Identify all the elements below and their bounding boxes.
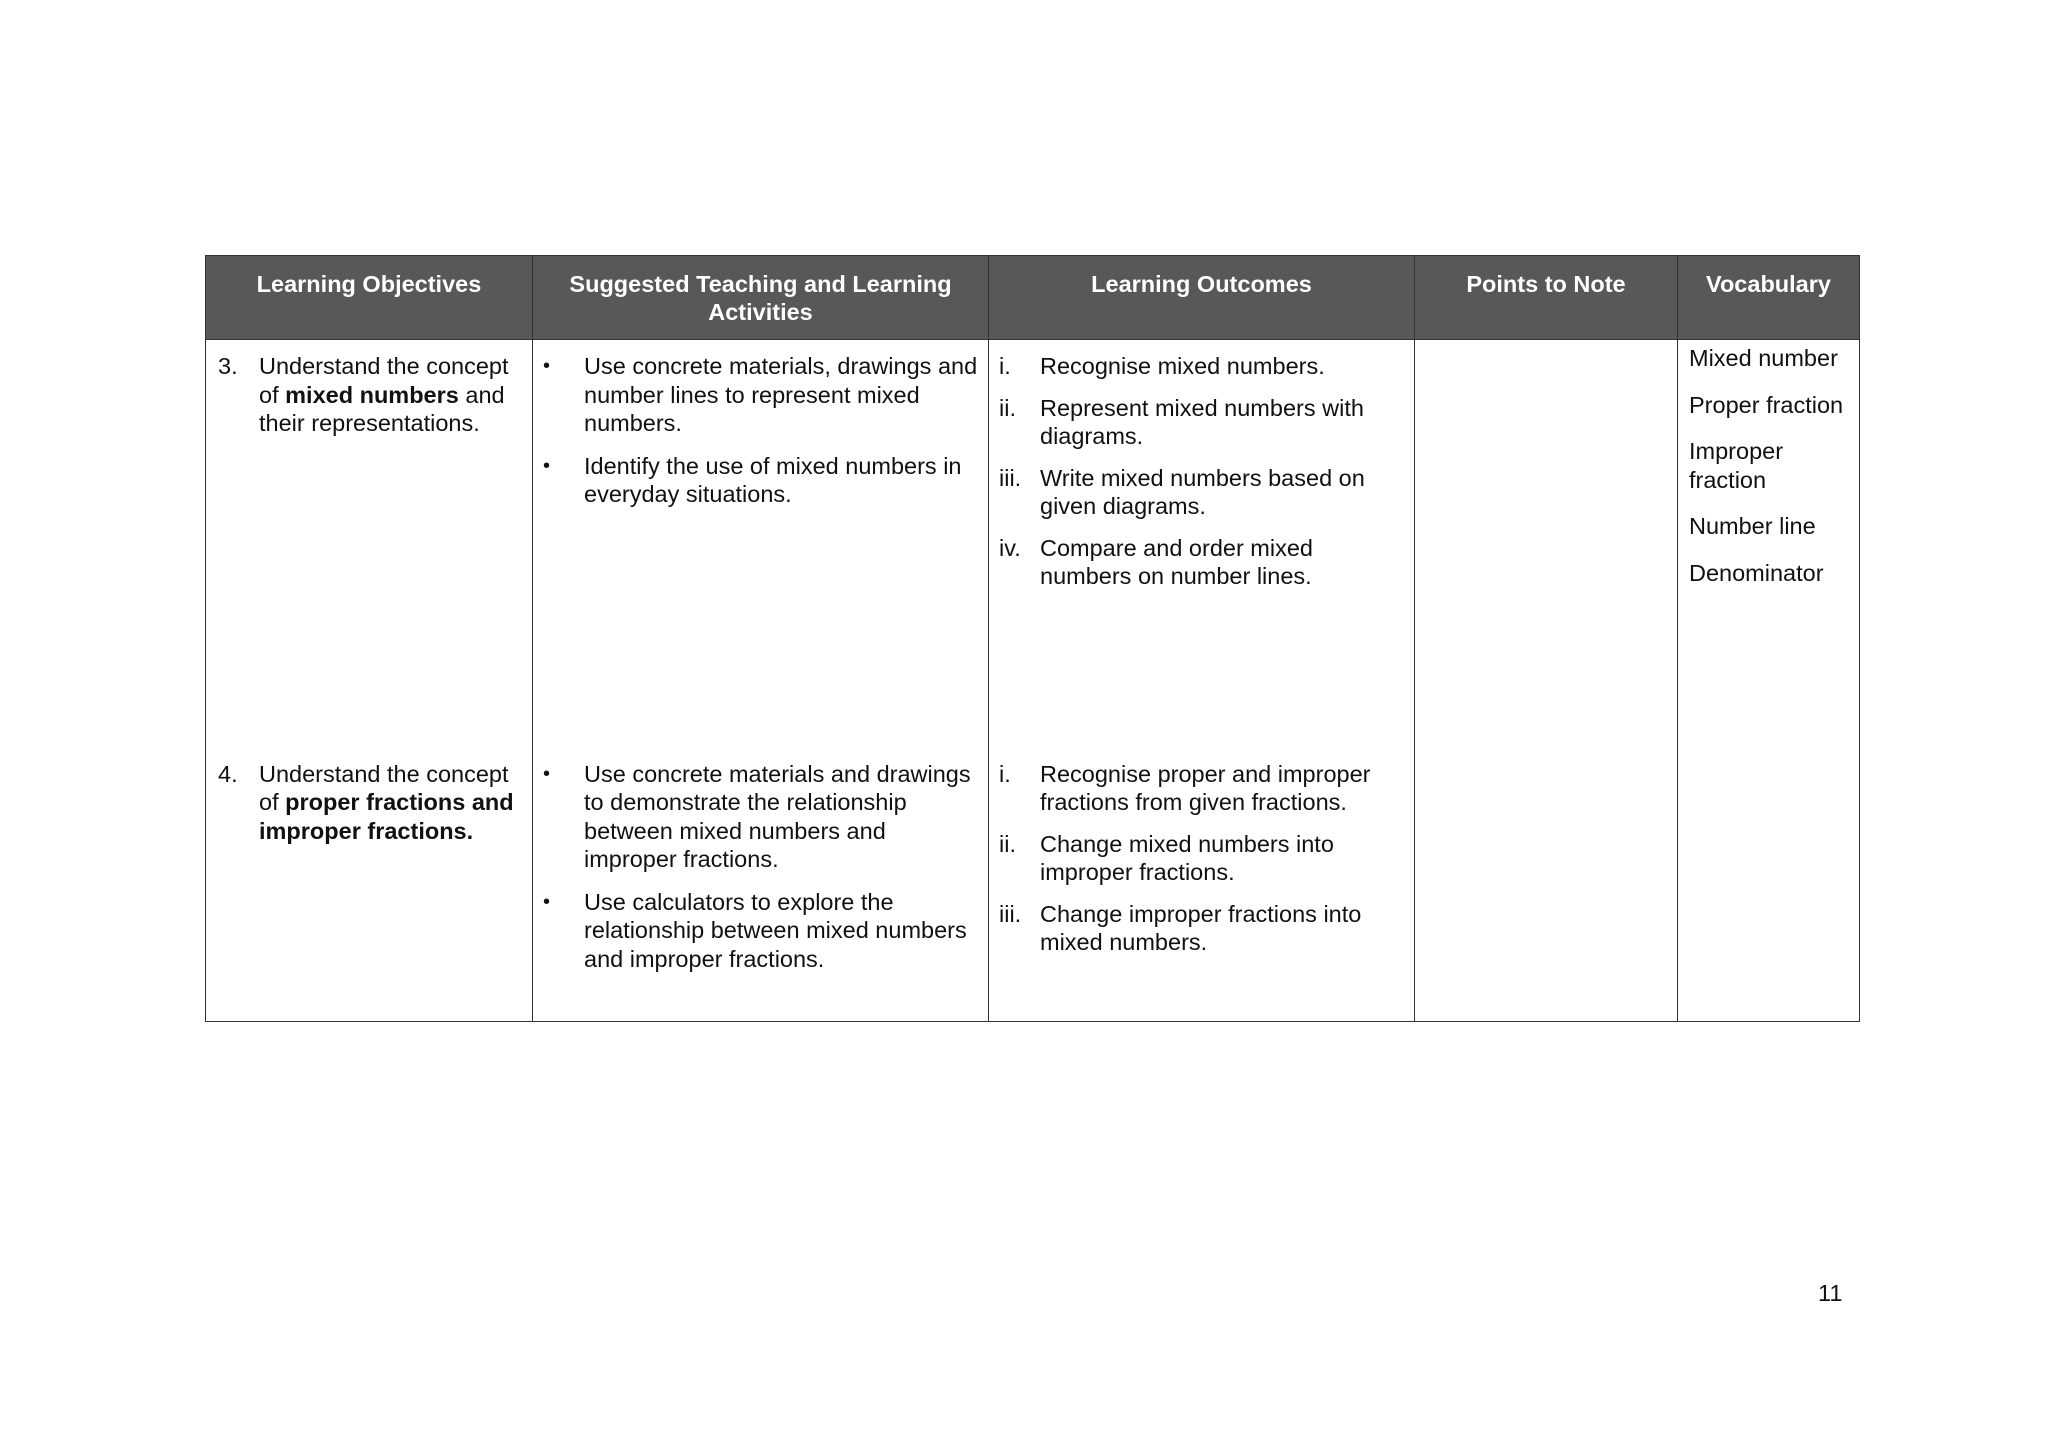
outcome-marker: iv. — [999, 534, 1021, 561]
objective-text-bold: proper fractions and improper fractions. — [259, 789, 514, 844]
learning-objective — [206, 760, 532, 846]
list-item — [543, 452, 980, 509]
bullet-icon: • — [543, 890, 551, 913]
outcome-marker: iii. — [999, 464, 1022, 491]
objective-number: 3. — [218, 353, 238, 379]
objective-text — [259, 760, 524, 846]
table-header-row — [206, 256, 1860, 340]
outcome-text: Recognise mixed numbers. — [1040, 353, 1325, 379]
header-learning-outcomes: Learning Outcomes — [989, 256, 1415, 340]
outcome-text: Recognise proper and improper fractions from given fractions. — [1040, 760, 1371, 815]
points-to-note-cell — [1415, 340, 1678, 758]
table-row — [206, 758, 1860, 1022]
list-item — [999, 352, 1406, 381]
vocabulary-term: Number line — [1689, 513, 1816, 539]
activity-text: Identify the use of mixed numbers in everyday situations. — [584, 452, 962, 507]
outcome-marker: ii. — [999, 394, 1016, 421]
syllabus-table — [205, 255, 1860, 1022]
activities-list — [533, 760, 988, 974]
list-item — [543, 888, 980, 974]
outcome-text: Represent mixed numbers with diagrams. — [1040, 394, 1364, 449]
list-item — [999, 830, 1406, 887]
bullet-icon: • — [543, 454, 551, 477]
outcome-text: Compare and order mixed numbers on number lines. — [1040, 534, 1313, 589]
list-item — [543, 760, 980, 874]
header-learning-objectives: Learning Objectives — [206, 256, 533, 340]
objective-text-bold: mixed numbers — [285, 381, 459, 408]
header-teaching-activities: Suggested Teaching and Learning Activities — [533, 256, 989, 340]
outcomes-list — [989, 352, 1414, 591]
activity-text: Use concrete materials and drawings to demonstrate the relationship between mixed numbers and improper fractions. — [584, 760, 971, 872]
table-row — [206, 340, 1860, 758]
outcome-marker: ii. — [999, 830, 1016, 857]
list-item — [999, 900, 1406, 957]
vocabulary-term: Proper fraction — [1689, 391, 1844, 418]
bullet-icon: • — [543, 355, 551, 377]
list-item — [999, 534, 1406, 591]
points-to-note-cell — [1415, 758, 1678, 1022]
vocabulary-term: Mixed number — [1689, 345, 1838, 371]
header-points-to-note: Points to Note — [1415, 256, 1678, 340]
outcome-text: Change improper fractions into mixed numbers. — [1040, 900, 1362, 955]
page-number: 11 — [1818, 1280, 1843, 1306]
learning-objective — [206, 352, 532, 438]
vocabulary-term: Denominator — [1689, 559, 1824, 586]
outcome-marker: i. — [999, 353, 1011, 379]
objective-number: 4. — [218, 760, 238, 787]
objective-text — [259, 352, 524, 438]
activities-cell — [533, 340, 989, 758]
activities-cell — [533, 758, 989, 1022]
outcomes-cell — [989, 340, 1415, 758]
outcomes-cell — [989, 758, 1415, 1022]
header-vocabulary: Vocabulary — [1678, 256, 1860, 340]
list-item — [999, 760, 1406, 817]
objective-cell — [206, 758, 533, 1022]
objective-text-plain: Understand the concept of — [259, 353, 509, 408]
list-item — [999, 464, 1406, 521]
outcome-marker: i. — [999, 760, 1011, 787]
vocabulary-list — [1678, 344, 1859, 587]
outcome-marker: iii. — [999, 900, 1022, 927]
outcome-text: Write mixed numbers based on given diagrams. — [1040, 464, 1365, 519]
outcome-text: Change mixed numbers into improper fractions. — [1040, 830, 1334, 885]
activities-list — [533, 352, 988, 509]
activity-text: Use calculators to explore the relationship between mixed numbers and improper fractions. — [584, 888, 967, 972]
vocabulary-term: Improper fraction — [1689, 438, 1784, 493]
list-item — [543, 352, 980, 438]
activity-text: Use concrete materials, drawings and number lines to represent mixed numbers. — [584, 353, 978, 436]
objective-cell — [206, 340, 533, 758]
outcomes-list — [989, 760, 1414, 957]
vocabulary-cell — [1678, 340, 1860, 1022]
objective-text-plain: Understand the concept of — [259, 760, 509, 815]
objective-text-tail: and their representations. — [259, 381, 505, 436]
list-item — [999, 394, 1406, 451]
bullet-icon: • — [543, 762, 551, 785]
